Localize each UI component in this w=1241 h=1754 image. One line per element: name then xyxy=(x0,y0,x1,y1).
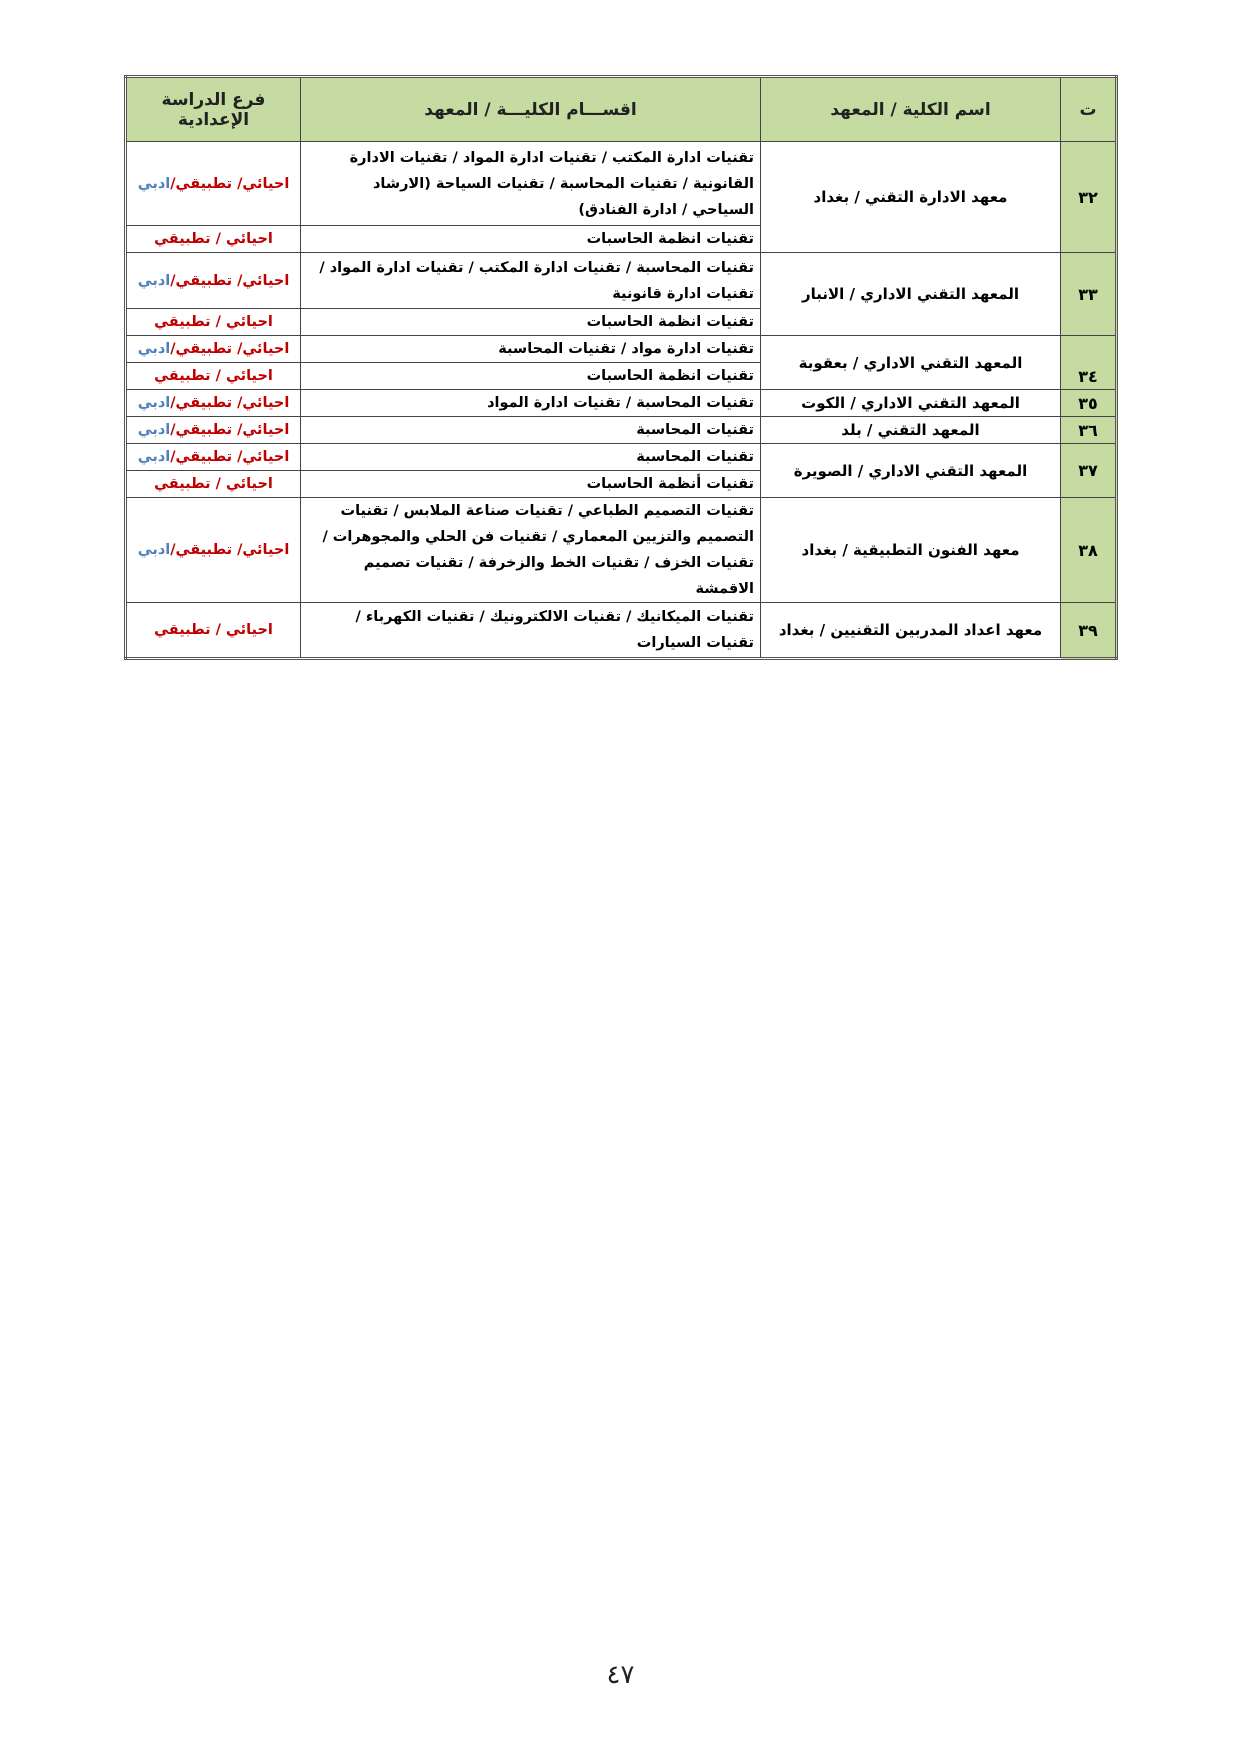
branch-text: احيائي/ تطبيقي/ xyxy=(170,272,290,289)
header-branch-line2: الإعدادية xyxy=(177,109,250,130)
institute-name: معهد الفنون التطبيقية / بغداد xyxy=(761,498,1061,603)
branch-text: احيائي/ تطبيقي/ xyxy=(170,449,290,465)
row-number: ٣٤ xyxy=(1061,336,1117,390)
row-number: ٣٨ xyxy=(1061,498,1117,603)
branch-text: احيائي/ تطبيقي/ xyxy=(170,542,290,558)
branch-cell xyxy=(126,444,301,471)
departments-cell: تقنيات ادارة مواد / تقنيات المحاسبة xyxy=(301,336,761,363)
branch-text: احيائي/ تطبيقي/ xyxy=(170,175,290,192)
institute-name: المعهد التقني الاداري / بعقوبة xyxy=(761,336,1061,390)
row-number: ٣٣ xyxy=(1061,253,1117,336)
branch-literary: ادبي xyxy=(137,542,171,558)
table-row xyxy=(126,253,1117,309)
institutes-table-wrapper xyxy=(124,75,1115,660)
departments-cell: تقنيات الميكانيك / تقنيات الالكترونيك / تقنيات الكهرباء / تقنيات السيارات xyxy=(301,603,761,659)
table-row xyxy=(126,336,1117,363)
departments-cell: تقنيات التصميم الطباعي / تقنيات صناعة الملابس / تقنيات التصميم والتزيين المعماري / تقنيات فن الحلي والمجوهرات / تقنيات الخزف / تقنيات الخط والزخرفة / تقنيات تصميم الاقمشة xyxy=(301,498,761,603)
branch-cell xyxy=(126,336,301,363)
branch-literary: ادبي xyxy=(137,272,171,289)
departments-cell: تقنيات المحاسبة / تقنيات ادارة المكتب / تقنيات ادارة المواد /تقنيات ادارة قانونية xyxy=(301,253,761,309)
row-number: ٣٢ xyxy=(1061,142,1117,253)
table-row xyxy=(126,142,1117,226)
table-row xyxy=(126,498,1117,603)
page-number: ٤٧ xyxy=(606,1660,635,1690)
branch-cell: احيائي / تطبيقي xyxy=(126,603,301,659)
institute-name: المعهد التقني / بلد xyxy=(761,417,1061,444)
branch-literary: ادبي xyxy=(137,422,171,438)
departments-cell: تقنيات المحاسبة xyxy=(301,444,761,471)
departments-cell: تقنيات المحاسبة / تقنيات ادارة المواد xyxy=(301,390,761,417)
row-number: ٣٧ xyxy=(1061,444,1117,498)
table-row xyxy=(126,390,1117,417)
departments-cell: تقنيات انظمة الحاسبات xyxy=(301,309,761,336)
branch-literary: ادبي xyxy=(137,395,171,411)
institute-name: معهد اعداد المدربين التقنيين / بغداد xyxy=(761,603,1061,659)
header-branch-line1: فرع الدراسة xyxy=(161,89,266,110)
departments-cell: تقنيات أنظمة الحاسبات xyxy=(301,471,761,498)
branch-cell xyxy=(126,390,301,417)
branch-text: احيائي/ تطبيقي/ xyxy=(170,422,290,438)
row-number: ٣٥ xyxy=(1061,390,1117,417)
institutes-table xyxy=(124,75,1118,660)
header-institute-name: اسم الكلية / المعهد xyxy=(761,77,1061,142)
branch-literary: ادبي xyxy=(137,341,171,357)
institute-name: معهد الادارة التقني / بغداد xyxy=(761,142,1061,253)
branch-cell xyxy=(126,417,301,444)
table-row xyxy=(126,417,1117,444)
branch-cell: احيائي / تطبيقي xyxy=(126,471,301,498)
departments-cell: تقنيات انظمة الحاسبات xyxy=(301,226,761,253)
header-departments: اقســـام الكليـــة / المعهد xyxy=(301,77,761,142)
branch-text: احيائي/ تطبيقي/ xyxy=(170,395,290,411)
institute-name: المعهد التقني الاداري / الكوت xyxy=(761,390,1061,417)
table-row xyxy=(126,603,1117,659)
departments-cell: تقنيات ادارة المكتب / تقنيات ادارة المواد / تقنيات الادارة القانونية / تقنيات المحاسبة / تقنيات السياحة (الارشاد السياحي / ادارة الفنادق) xyxy=(301,142,761,226)
table-row xyxy=(126,444,1117,471)
departments-cell: تقنيات انظمة الحاسبات xyxy=(301,363,761,390)
institute-name: المعهد التقني الاداري / الصويرة xyxy=(761,444,1061,498)
branch-cell xyxy=(126,498,301,603)
branch-literary: ادبي xyxy=(137,175,171,192)
table-header-row xyxy=(126,77,1117,142)
row-number: ٣٩ xyxy=(1061,603,1117,659)
branch-cell xyxy=(126,142,301,226)
header-number: ت xyxy=(1061,77,1117,142)
branch-cell xyxy=(126,253,301,309)
branch-cell: احيائي / تطبيقي xyxy=(126,226,301,253)
branch-text: احيائي/ تطبيقي/ xyxy=(170,341,290,357)
branch-literary: ادبي xyxy=(137,449,171,465)
institute-name: المعهد التقني الاداري / الانبار xyxy=(761,253,1061,336)
departments-cell: تقنيات المحاسبة xyxy=(301,417,761,444)
branch-cell: احيائي / تطبيقي xyxy=(126,363,301,390)
branch-cell: احيائي / تطبيقي xyxy=(126,309,301,336)
header-branch xyxy=(126,77,301,142)
row-number: ٣٦ xyxy=(1061,417,1117,444)
